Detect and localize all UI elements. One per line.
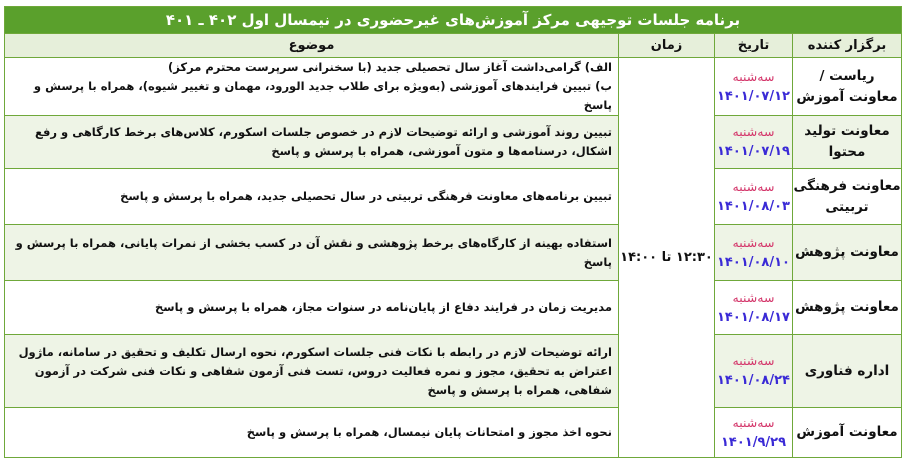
table-row (5, 408, 902, 458)
header-date: تاریخ (715, 34, 793, 58)
topic-line: تبیین روند آموزشی و ارائه توضیحات لازم در خصوص جلسات اسکورم، کلاس‌های برخط کارگاهی و رفع اشکال، درسنامه‌ها و متون آموزشی، همراه با پرسش و پاسخ (35, 125, 612, 158)
table-row (5, 116, 902, 169)
day-label: سه‌شنبه (732, 124, 775, 139)
topic-cell (5, 408, 619, 458)
schedule-table (4, 6, 902, 458)
date-value: ۱۴۰۱/۰۷/۱۹ (717, 144, 790, 159)
day-label: سه‌شنبه (732, 68, 775, 84)
organizer-cell: معاونت تولید محتوا (793, 116, 902, 169)
date-cell (715, 58, 793, 116)
topic-line: استفاده بهینه از کارگاه‌های برخط پژوهشی و نقش آن در کسب بخشی از نمرات پایانی، همراه با پرسش و پاسخ (15, 235, 612, 269)
date-cell (715, 408, 793, 458)
day-label: سه‌شنبه (732, 414, 775, 430)
header-topic: موضوع (5, 34, 619, 58)
date-value: ۱۴۰۱/۰۸/۱۷ (717, 309, 790, 325)
topic-line: مدیریت زمان در فرایند دفاع از پایان‌نامه در سنوات مجاز، همراه با پرسش و پاسخ (154, 300, 612, 314)
table-row (5, 335, 902, 408)
topic-cell (5, 169, 619, 225)
date-cell (715, 335, 793, 408)
header-time: زمان (619, 34, 715, 58)
topic-cell (5, 335, 619, 408)
time-cell: ۱۲:۳۰ تا ۱۴:۰۰ (619, 58, 715, 458)
day-label: سه‌شنبه (732, 178, 775, 194)
organizer-cell: معاونت پژوهش (793, 225, 902, 281)
topic-line: الف) گرامی‌داشت آغاز سال تحصیلی جدید (با سخنرانی سرپرست محترم مرکز) (167, 60, 612, 74)
date-cell (715, 281, 793, 335)
topic-line: نحوه اخذ مجوز و امتحانات پایان نیمسال، همراه با پرسش و پاسخ (246, 425, 612, 439)
table-row (5, 281, 902, 335)
organizer-cell: اداره فناوری (793, 335, 902, 408)
date-cell (715, 169, 793, 225)
topic-cell (5, 116, 619, 169)
organizer-cell: معاونت فرهنگی تربیتی (793, 169, 902, 225)
date-value: ۱۴۰۱/۰۸/۰۳ (717, 198, 790, 214)
day-label: سه‌شنبه (732, 289, 775, 305)
day-label: سه‌شنبه (732, 353, 775, 368)
topic-line: ب) تبیین فرایندهای آموزشی (به‌ویژه برای طلاب جدید الورود، مهمان و تغییر شیوه)، همراه با پرسش و پاسخ (33, 79, 612, 112)
organizer-cell: ریاست / معاونت آموزش (793, 58, 902, 116)
date-value: ۱۴۰۱/۹/۲۹ (720, 434, 787, 450)
table-row (5, 58, 902, 116)
date-cell (715, 116, 793, 169)
topic-cell (5, 225, 619, 281)
day-label: سه‌شنبه (732, 234, 775, 250)
topic-line: تبیین برنامه‌های معاونت فرهنگی تربیتی در سال تحصیلی جدید، همراه با پرسش و پاسخ (120, 189, 612, 203)
topic-cell (5, 281, 619, 335)
schedule-table-wrapper (4, 6, 901, 458)
date-cell (715, 225, 793, 281)
date-value: ۱۴۰۱/۰۸/۲۴ (717, 373, 790, 388)
topic-line: ارائه توضیحات لازم در رابطه با نکات فنی جلسات اسکورم، نحوه ارسال تکلیف و تحقیق در سامانه، ماژول اعتراض به تحقیق، مجوز و نمره فعالیت دروس، تست فنی آزمون شفاهی و نکات فنی شرکت در آزمون شفاهی، همراه با پرسش و پاسخ (18, 344, 612, 397)
table-row (5, 225, 902, 281)
date-value: ۱۴۰۱/۰۸/۱۰ (717, 254, 790, 270)
table-title: برنامه جلسات توجیهی مرکز آموزش‌های غیرحضوری در نیمسال اول ۴۰۲ ـ ۴۰۱ (5, 7, 902, 34)
header-organizer: برگزار کننده (793, 34, 902, 58)
table-row (5, 169, 902, 225)
organizer-cell: معاونت پژوهش (793, 281, 902, 335)
header-row (5, 34, 902, 58)
organizer-cell: معاونت آموزش (793, 408, 902, 458)
topic-cell (5, 58, 619, 116)
date-value: ۱۴۰۱/۰۷/۱۲ (717, 88, 790, 104)
